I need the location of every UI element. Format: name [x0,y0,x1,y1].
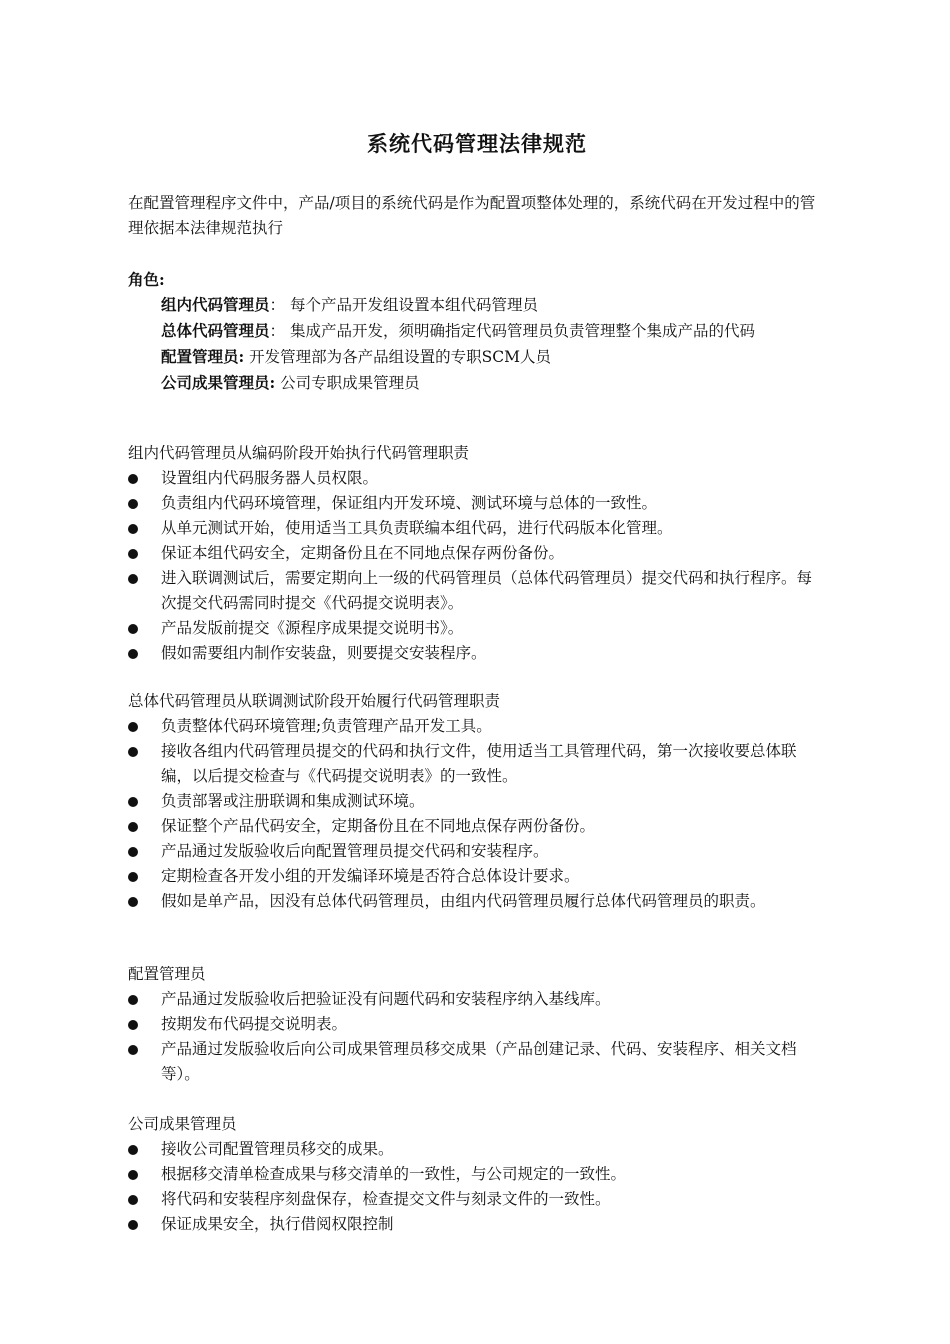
roles-heading: 角色: [128,270,165,289]
list-item-text: 根据移交清单检查成果与移交清单的一致性，与公司规定的一致性。 [161,1165,627,1183]
role-item [128,292,826,318]
list-item-text: 进入联调测试后，需要定期向上一级的代码管理员（总体代码管理员）提交代码和执行程序。每次提交代码需同时提交《代码提交说明表》。 [161,569,813,612]
section-config-admin [128,962,826,1087]
list-item [128,1212,826,1237]
list-item [128,1037,826,1087]
intro-paragraph: 在配置管理程序文件中，产品/项目的系统代码是作为配置项整体处理的，系统代码在开发过程中的管理依据本法律规范执行 [128,194,816,237]
duty-list [128,987,826,1087]
list-item [128,1187,826,1212]
bullet-icon [128,474,138,484]
bullet-icon [128,822,138,832]
list-item-text: 按期发布代码提交说明表。 [161,1015,348,1033]
list-item-text: 假如是单产品，因没有总体代码管理员，由组内代码管理员履行总体代码管理员的职责。 [161,892,766,910]
list-item [128,864,826,889]
list-item-text: 设置组内代码服务器人员权限。 [161,469,379,487]
role-desc: 集成产品开发，须明确指定代码管理员负责管理整个集成产品的代码 [289,322,755,340]
list-item [128,641,826,666]
role-separator: ： [269,296,286,314]
bullet-icon [128,499,138,509]
list-item [128,1137,826,1162]
list-item-text: 假如需要组内制作安装盘，则要提交安装程序。 [161,644,487,662]
role-name: 配置管理员: [161,347,245,366]
list-item-text: 负责组内代码环境管理，保证组内开发环境、测试环境与总体的一致性。 [161,494,658,512]
role-name: 组内代码管理员 [161,295,270,314]
list-item [128,1162,826,1187]
roles-block [128,267,826,396]
list-item [128,466,826,491]
bullet-icon [128,574,138,584]
bullet-icon [128,524,138,534]
list-item-text: 接收各组内代码管理员提交的代码和执行文件，使用适当工具管理代码，第一次接收要总体联编，以后提交检查与《代码提交说明表》的一致性。 [161,742,797,785]
bullet-icon [128,747,138,757]
bullet-icon [128,897,138,907]
list-item [128,491,826,516]
list-item-text: 保证本组代码安全，定期备份且在不同地点保存两份备份。 [161,544,565,562]
bullet-icon [128,649,138,659]
bullet-icon [128,872,138,882]
duty-list [128,466,826,666]
bullet-icon [128,797,138,807]
role-item [128,370,826,396]
list-item-text: 保证整个产品代码安全，定期备份且在不同地点保存两份备份。 [161,817,596,835]
role-desc: 每个产品开发组设置本组代码管理员 [289,296,538,314]
duty-list [128,1137,826,1237]
role-separator: ： [269,322,286,340]
role-item [128,318,826,344]
list-item [128,1012,826,1037]
bullet-icon [128,1220,138,1230]
bullet-icon [128,1045,138,1055]
role-name: 总体代码管理员 [161,321,270,340]
bullet-icon [128,995,138,1005]
list-item [128,516,826,541]
role-name: 公司成果管理员: [161,373,276,392]
bullet-icon [128,847,138,857]
bullet-icon [128,1145,138,1155]
list-item-text: 从单元测试开始，使用适当工具负责联编本组代码，进行代码版本化管理。 [161,519,673,537]
section-overall-code-admin [128,689,826,914]
section-title: 公司成果管理员 [128,1115,237,1133]
bullet-icon [128,722,138,732]
list-item-text: 产品通过发版验收后向配置管理员提交代码和安装程序。 [161,842,549,860]
list-item-text: 保证成果安全，执行借阅权限控制 [161,1215,394,1233]
list-item-text: 接收公司配置管理员移交的成果。 [161,1140,394,1158]
list-item-text: 负责部署或注册联调和集成测试环境。 [161,792,425,810]
bullet-icon [128,549,138,559]
list-item [128,541,826,566]
list-item [128,714,826,739]
section-title: 总体代码管理员从联调测试阶段开始履行代码管理职责 [128,692,501,710]
list-item [128,889,826,914]
document-title: 系统代码管理法律规范 [367,131,587,156]
list-item [128,566,826,616]
section-title: 配置管理员 [128,965,206,983]
role-desc: 开发管理部为各产品组设置的专职SCM人员 [249,348,552,366]
list-item-text: 产品通过发版验收后向公司成果管理员移交成果（产品创建记录、代码、安装程序、相关文档等）。 [161,1040,797,1083]
section-title: 组内代码管理员从编码阶段开始执行代码管理职责 [128,444,470,462]
bullet-icon [128,1020,138,1030]
duty-list [128,714,826,914]
list-item-text: 产品通过发版验收后把验证没有问题代码和安装程序纳入基线库。 [161,990,611,1008]
list-item-text: 负责整体代码环境管理;负责管理产品开发工具。 [161,717,492,735]
list-item-text: 产品发版前提交《源程序成果提交说明书》。 [161,619,464,637]
section-group-code-admin [128,441,826,666]
bullet-icon [128,1170,138,1180]
list-item-text: 将代码和安装程序刻盘保存，检查提交文件与刻录文件的一致性。 [161,1190,611,1208]
list-item [128,616,826,641]
section-company-results-admin [128,1112,826,1237]
list-item-text: 定期检查各开发小组的开发编译环境是否符合总体设计要求。 [161,867,580,885]
list-item [128,814,826,839]
list-item [128,789,826,814]
role-desc: 公司专职成果管理员 [280,374,420,392]
list-item [128,987,826,1012]
list-item [128,839,826,864]
role-item [128,344,826,370]
list-item [128,739,826,789]
bullet-icon [128,624,138,634]
bullet-icon [128,1195,138,1205]
